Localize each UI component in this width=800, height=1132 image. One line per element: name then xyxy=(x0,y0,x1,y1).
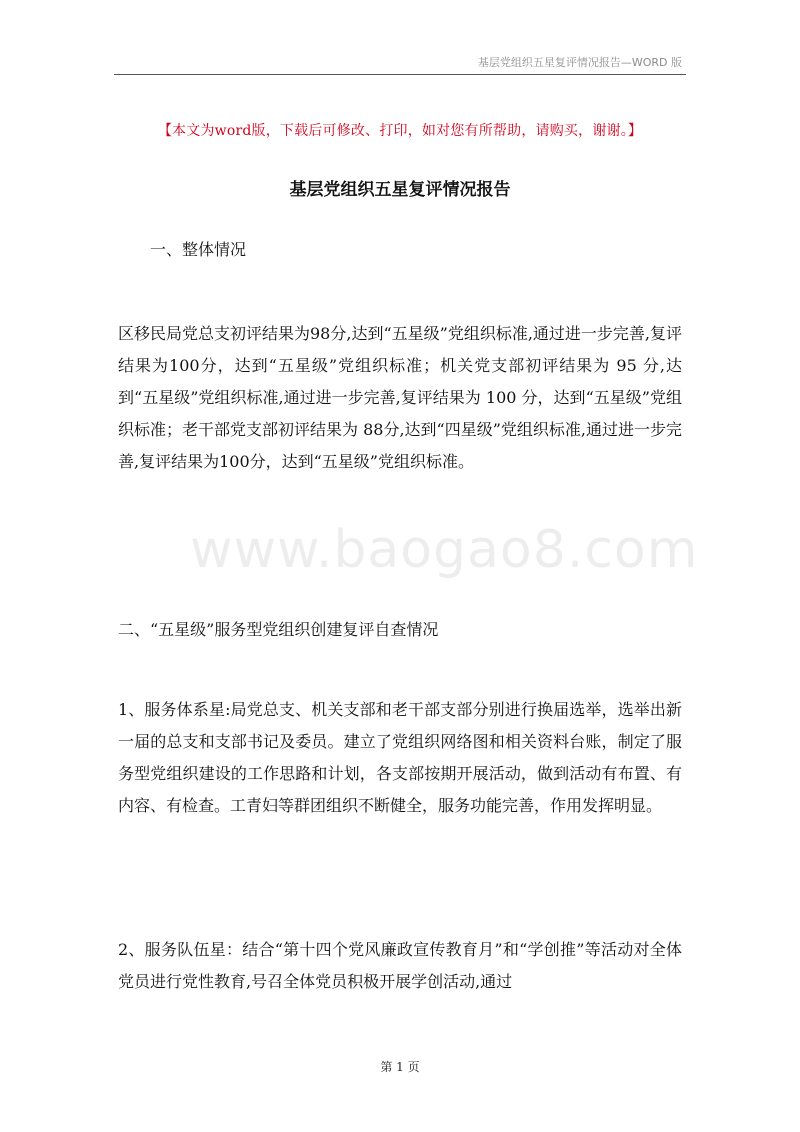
section2-item1: 1、服务体系星:局党总支、机关支部和老干部支部分别进行换届选举，选举出新一届的总支和支部书记及委员。建立了党组织网络图和相关资料台账，制定了服务型党组织建设的工作思路和计划，各支部按期开展活动，做到活动有布置、有内容、有检查。工青妇等群团组织不断健全，服务功能完善，作用发挥明显。 xyxy=(118,700,682,815)
watermark: www.baogao8.com xyxy=(190,520,699,580)
section2-item2: 2、服务队伍星：结合“第十四个党风廉政宣传教育月”和“学创推”等活动对全体党员进行党性教育,号召全体党员积极开展学创活动,通过 xyxy=(118,940,682,991)
page-number: 第 1 页 xyxy=(380,1060,420,1074)
section1-body: 区移民局党总支初评结果为98分,达到“五星级”党组织标准,通过进一步完善,复评结果为100分，达到“五星级”党组织标准；机关党支部初评结果为 95 分,达到“五星级”党组织标准,通过进一步完善,复评结果为 100 分，达到“五星级”党组织标准；老干部党支部初评结果为 88分,达到“四星级”党组织标准,通过进一步完善,复评结果为100分，达到“五星级”党组织标准。 xyxy=(118,324,682,471)
section1-heading: 一、整体情况 xyxy=(150,240,247,259)
document-title: 基层党组织五星复评情况报告 xyxy=(289,180,511,200)
section2-heading: 二、“五星级”服务型党组织创建复评自查情况 xyxy=(118,620,439,639)
header-divider xyxy=(114,74,686,75)
purchase-notice: 【本文为word版，下载后可修改、打印，如对您有所帮助，请购买，谢谢。】 xyxy=(157,123,643,139)
running-header-title: 基层党组织五星复评情况报告—WORD 版 xyxy=(477,56,682,69)
